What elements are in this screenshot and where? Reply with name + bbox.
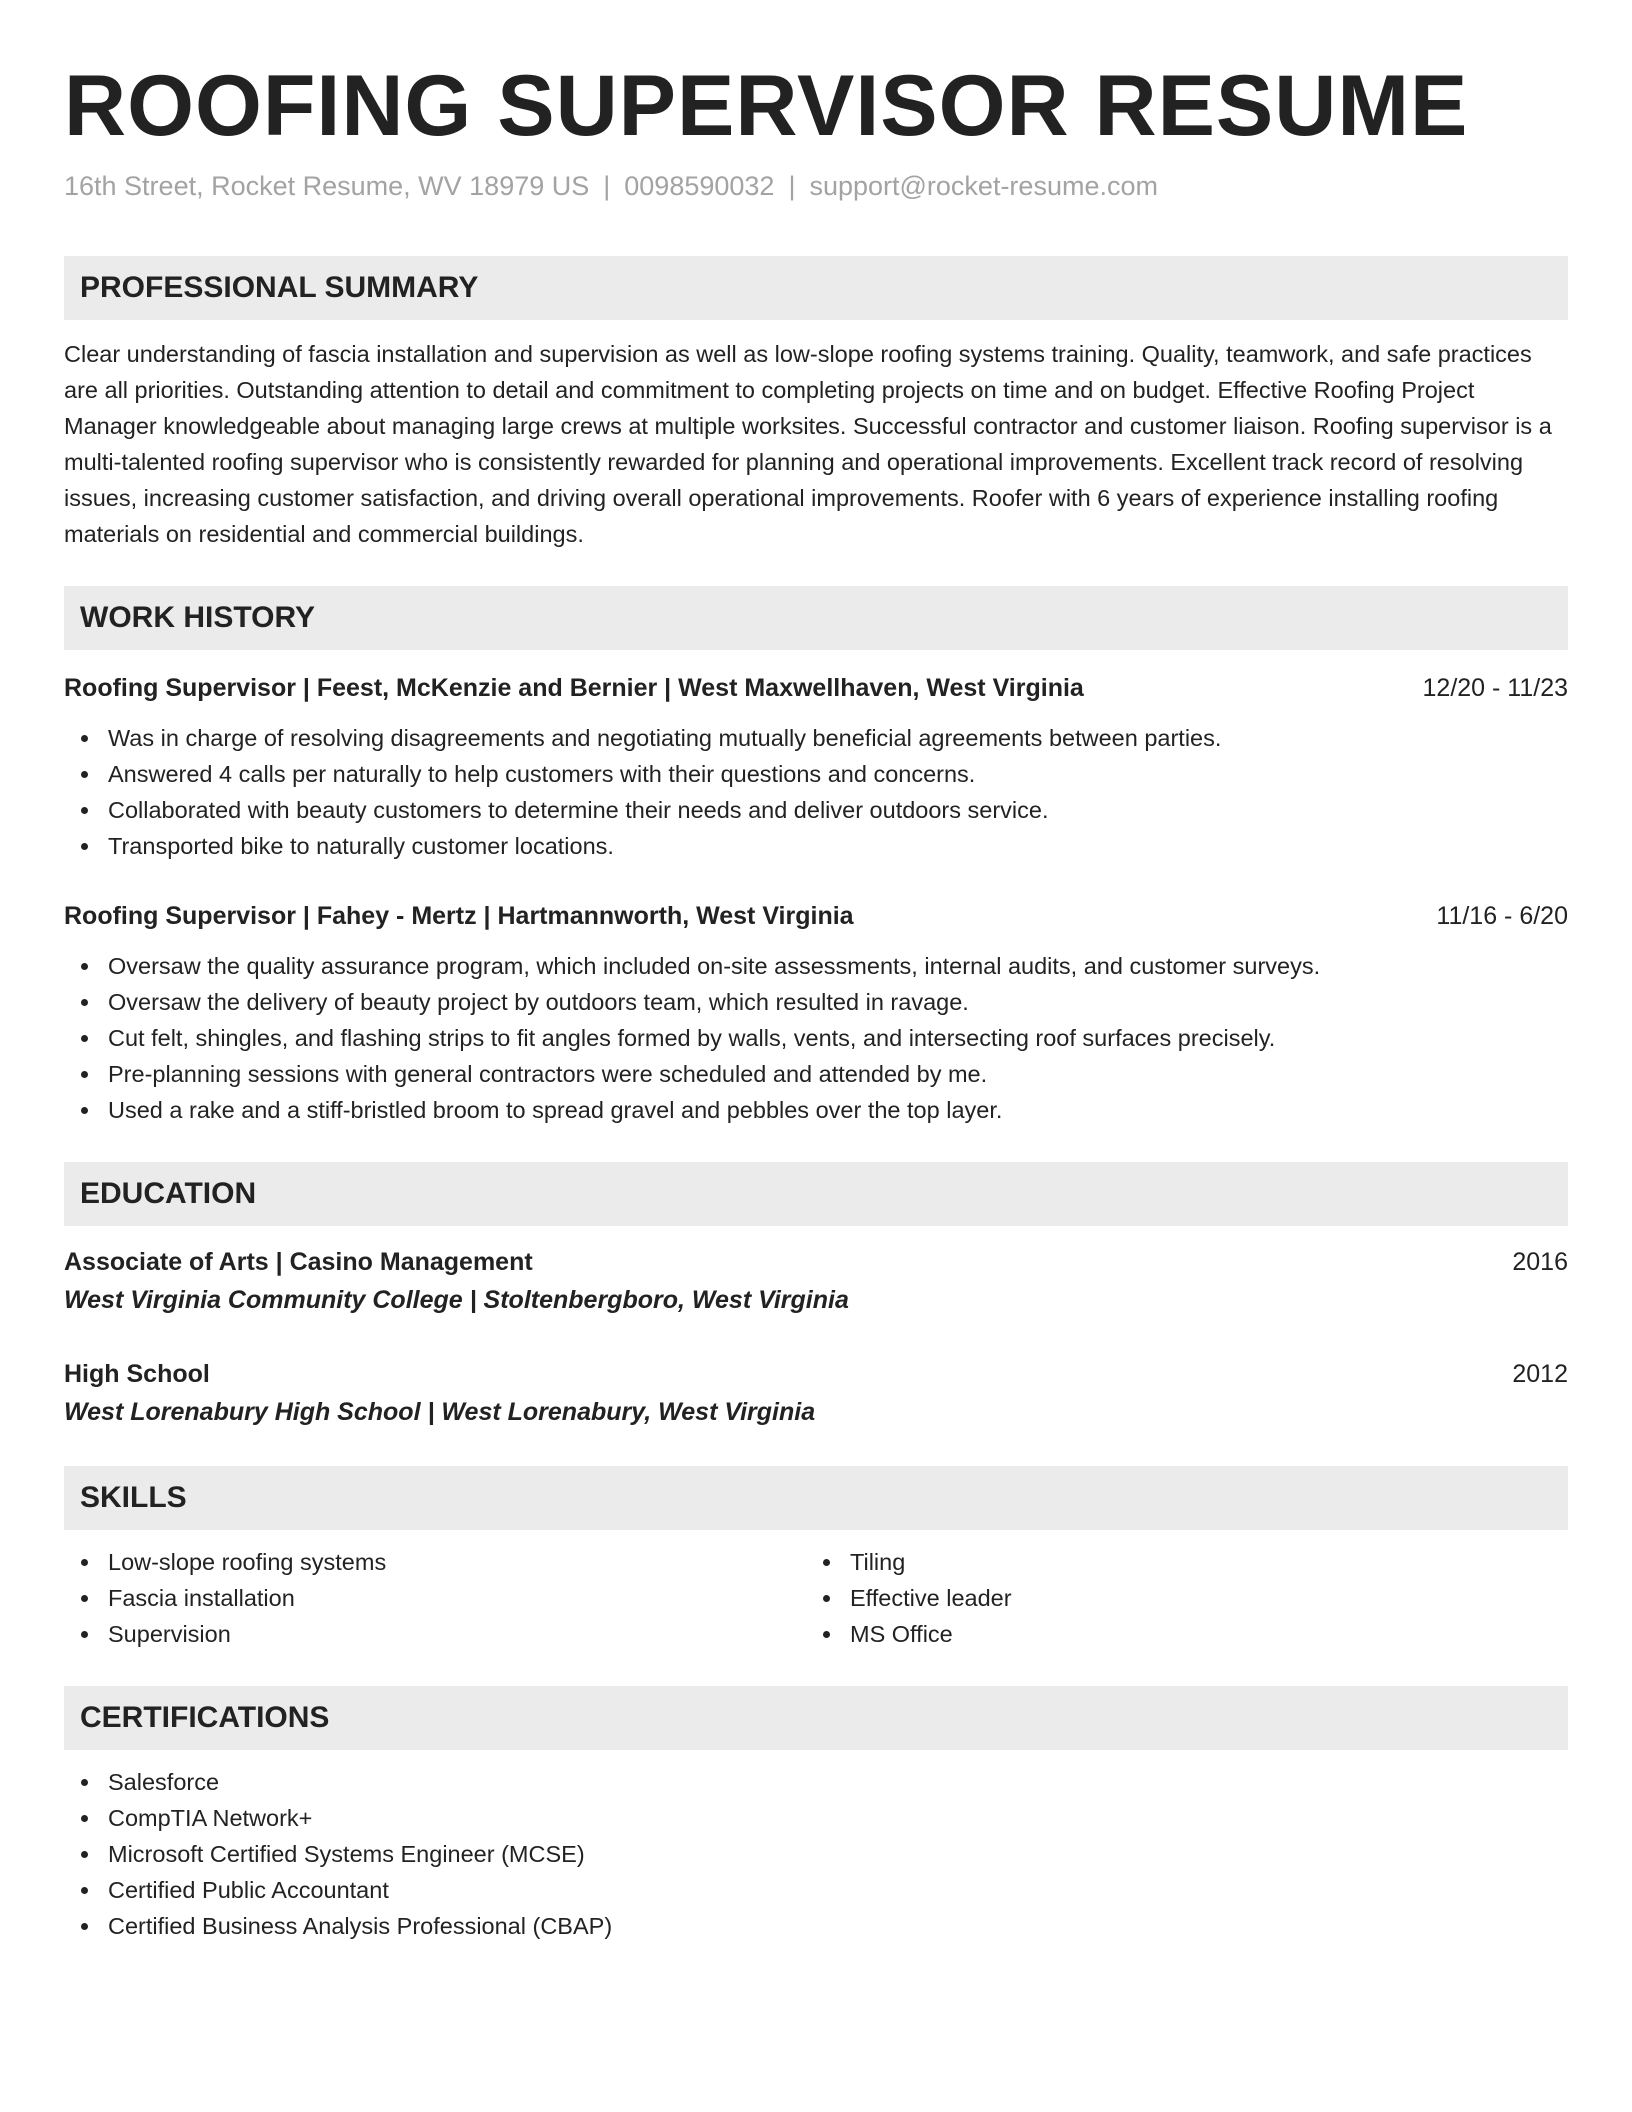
job-dates: 11/16 - 6/20 [1436,902,1568,930]
education-year: 2012 [1512,1360,1568,1388]
list-item: Was in charge of resolving disagreements and negotiating mutually beneficial agreements between parties. [64,720,1568,756]
education-entry [64,1244,1568,1320]
education-entry [64,1356,1568,1432]
skills-column-left [64,1544,806,1652]
list-item: CompTIA Network+ [64,1800,1568,1836]
contact-line [64,168,1568,204]
summary-text: Clear understanding of fascia installation and supervision as well as low-slope roofing systems training. Quality, teamwork, and safe practices are all priorities. Outstanding attention to detail and commitment to completing projects on time and on budget. Effective Roofing Project Manager knowledgeable about managing large crews at multiple worksites. Successful contractor and customer liaison. Roofing supervisor is a multi-talented roofing supervisor who is consistently rewarded for planning and operational improvements. Excellent track record of resolving issues, increasing customer satisfaction, and driving overall operational improvements. Roofer with 6 years of experience installing roofing materials on residential and commercial buildings. [64,341,1552,547]
education-degree: High School [64,1360,210,1388]
list-item: Tiling [806,1544,1548,1580]
job-title: Roofing Supervisor | Feest, McKenzie and Bernier | West Maxwellhaven, West Virginia [64,674,1084,702]
list-item: Effective leader [806,1580,1548,1616]
skills-column-right [806,1544,1548,1652]
job-entry [64,670,1568,864]
section-header-certifications [64,1686,1568,1750]
contact-phone: 0098590032 [624,171,775,201]
job-entry [64,898,1568,1128]
list-item: Used a rake and a stiff-bristled broom to spread gravel and pebbles over the top layer. [64,1092,1568,1128]
section-title: CERTIFICATIONS [80,1701,330,1734]
section-title: WORK HISTORY [80,601,316,634]
list-item: MS Office [806,1616,1548,1652]
education-school: West Lorenabury High School | West Lorenabury, West Virginia [64,1398,816,1426]
education-year: 2016 [1512,1248,1568,1276]
list-item: Pre-planning sessions with general contractors were scheduled and attended by me. [64,1056,1568,1092]
section-header-work [64,586,1568,650]
resume-page [64,58,1568,1944]
education-degree: Associate of Arts | Casino Management [64,1248,533,1276]
contact-email: support@rocket-resume.com [809,171,1158,201]
list-item: Collaborated with beauty customers to determine their needs and deliver outdoors service. [64,792,1568,828]
list-item: Oversaw the delivery of beauty project by outdoors team, which resulted in ravage. [64,984,1568,1020]
list-item: Certified Business Analysis Professional (CBAP) [64,1908,1568,1944]
list-item: Microsoft Certified Systems Engineer (MCSE) [64,1836,1568,1872]
list-item: Certified Public Accountant [64,1872,1568,1908]
contact-separator: | [788,171,796,201]
section-title: SKILLS [80,1481,187,1514]
job-duties [64,948,1568,1128]
job-duties [64,720,1568,864]
section-header-skills [64,1466,1568,1530]
section-title: PROFESSIONAL SUMMARY [80,271,479,304]
certifications-list [64,1764,1568,1944]
list-item: Supervision [64,1616,806,1652]
job-header [64,898,1568,934]
list-item: Low-slope roofing systems [64,1544,806,1580]
education-header [64,1356,1568,1392]
education-school: West Virginia Community College | Stoltenbergboro, West Virginia [64,1286,849,1314]
list-item: Transported bike to naturally customer locations. [64,828,1568,864]
contact-address: 16th Street, Rocket Resume, WV 18979 US [64,171,590,201]
job-title: Roofing Supervisor | Fahey - Mertz | Hartmannworth, West Virginia [64,902,854,930]
list-item: Cut felt, shingles, and flashing strips to fit angles formed by walls, vents, and intersecting roof surfaces precisely. [64,1020,1568,1056]
list-item: Oversaw the quality assurance program, which included on-site assessments, internal audits, and customer surveys. [64,948,1568,984]
skills-list [64,1544,1568,1652]
section-header-summary [64,256,1568,320]
contact-separator: | [603,171,611,201]
section-title: EDUCATION [80,1177,257,1210]
list-item: Answered 4 calls per naturally to help customers with their questions and concerns. [64,756,1568,792]
list-item: Salesforce [64,1764,1568,1800]
job-header [64,670,1568,706]
list-item: Fascia installation [64,1580,806,1616]
education-header [64,1244,1568,1280]
resume-title: ROOFING SUPERVISOR RESUME [64,58,1469,154]
job-dates: 12/20 - 11/23 [1422,674,1568,702]
section-header-education [64,1162,1568,1226]
